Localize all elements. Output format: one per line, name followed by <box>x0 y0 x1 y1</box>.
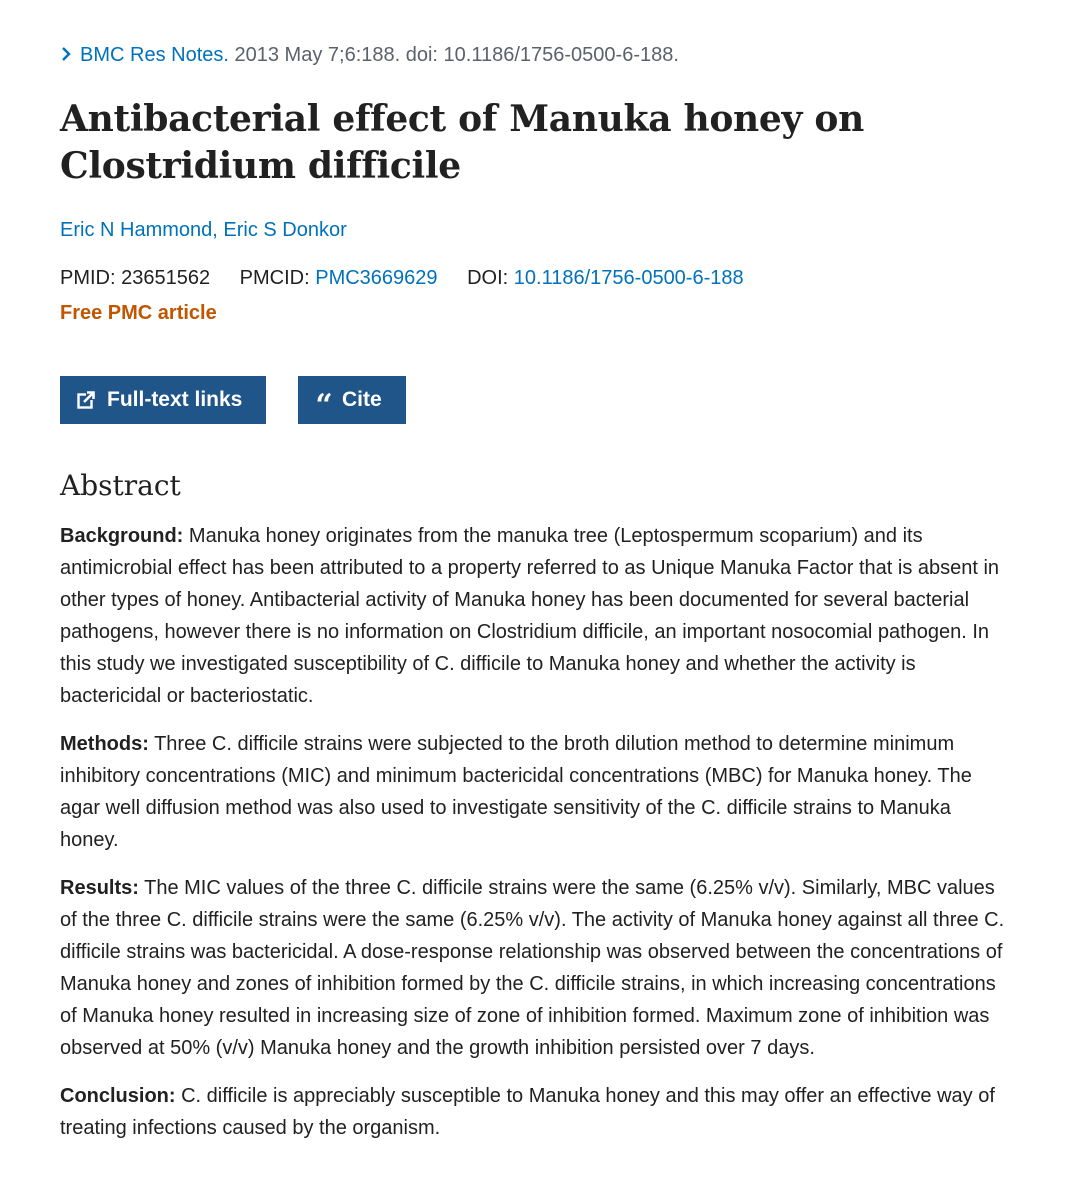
pmid-value: 23651562 <box>121 267 211 289</box>
section-text: C. difficile is appreciably susceptible to Manuka honey and this may offer an effective way of treating infections caused by the organism. <box>60 1085 995 1139</box>
section-text: Manuka honey originates from the manuka tree (Leptospermum scoparium) and its antimicrobial effect has been attributed to a property referred to as Unique Manuka Factor that is absent in other types of honey. Antibacterial activity of Manuka honey has been documented for several bacterial pathogens, however there is no information on Clostridium difficile, an important nosocomial pathogen. In this study we investigated susceptibility of C. difficile to Manuka honey and whether the activity is bactericidal or bacteriostatic. <box>60 525 1000 707</box>
author-link[interactable]: Eric N Hammond <box>60 219 213 241</box>
section-label: Background: <box>60 525 184 547</box>
abstract-section-conclusion <box>60 1080 1010 1144</box>
doi-label: DOI: <box>467 267 509 289</box>
cite-label: Cite <box>342 388 382 411</box>
article-identifiers <box>60 264 768 292</box>
author-list <box>60 216 347 244</box>
abstract-section-background <box>60 520 1010 712</box>
quote-icon: “ <box>315 388 333 423</box>
pmid-label: PMID: <box>60 267 116 289</box>
free-pmc-badge: Free PMC article <box>60 302 217 324</box>
chevron-right-icon[interactable] <box>60 41 80 69</box>
full-text-links-label: Full-text links <box>107 388 243 411</box>
author-separator: , <box>212 219 218 241</box>
section-label: Results: <box>60 877 139 899</box>
article-title: Antibacterial effect of Manuka honey on Clostridium difficile <box>60 98 864 187</box>
abstract-body <box>60 520 1010 1160</box>
cite-button[interactable] <box>298 376 406 424</box>
pmid-group <box>60 267 216 289</box>
external-link-icon <box>76 390 96 410</box>
abstract-heading: Abstract <box>60 469 181 502</box>
section-text: The MIC values of the three C. difficile strains were the same (6.25% v/v). Similarly, MBC values of the three C. difficile strains were the same (6.25% v/v). The activity of Manuka honey against all three C. difficile strains was bactericidal. A dose-response relationship was observed between the concentrations of Manuka honey and zones of inhibition formed by the C. difficile strains, in which increasing concentrations of Manuka honey resulted in increasing size of zone of inhibition formed. Maximum zone of inhibition was observed at 50% (v/v) Manuka honey and the growth inhibition persisted over 7 days. <box>60 877 1005 1059</box>
abstract-section-results <box>60 872 1010 1064</box>
section-label: Methods: <box>60 733 149 755</box>
section-text: Three C. difficile strains were subjected to the broth dilution method to determine minimum inhibitory concentrations (MIC) and minimum bactericidal concentrations (MBC) for Manuka honey. The agar well diffusion method was also used to investigate sensitivity of the C. difficile strains to Manuka honey. <box>60 733 972 851</box>
journal-citation <box>60 41 679 69</box>
pmcid-label: PMCID: <box>239 267 310 289</box>
pmcid-group <box>240 267 443 289</box>
journal-link[interactable]: BMC Res Notes. <box>80 44 229 66</box>
abstract-section-methods <box>60 728 1010 856</box>
section-label: Conclusion: <box>60 1085 176 1107</box>
doi-link[interactable]: 10.1186/1756-0500-6-188 <box>513 267 744 289</box>
pmcid-link[interactable]: PMC3669629 <box>315 267 438 289</box>
author-link[interactable]: Eric S Donkor <box>223 219 347 241</box>
doi-group <box>467 267 744 289</box>
citation-details: 2013 May 7;6:188. doi: 10.1186/1756-0500-6-188. <box>234 44 679 66</box>
full-text-links-button[interactable] <box>60 376 266 424</box>
